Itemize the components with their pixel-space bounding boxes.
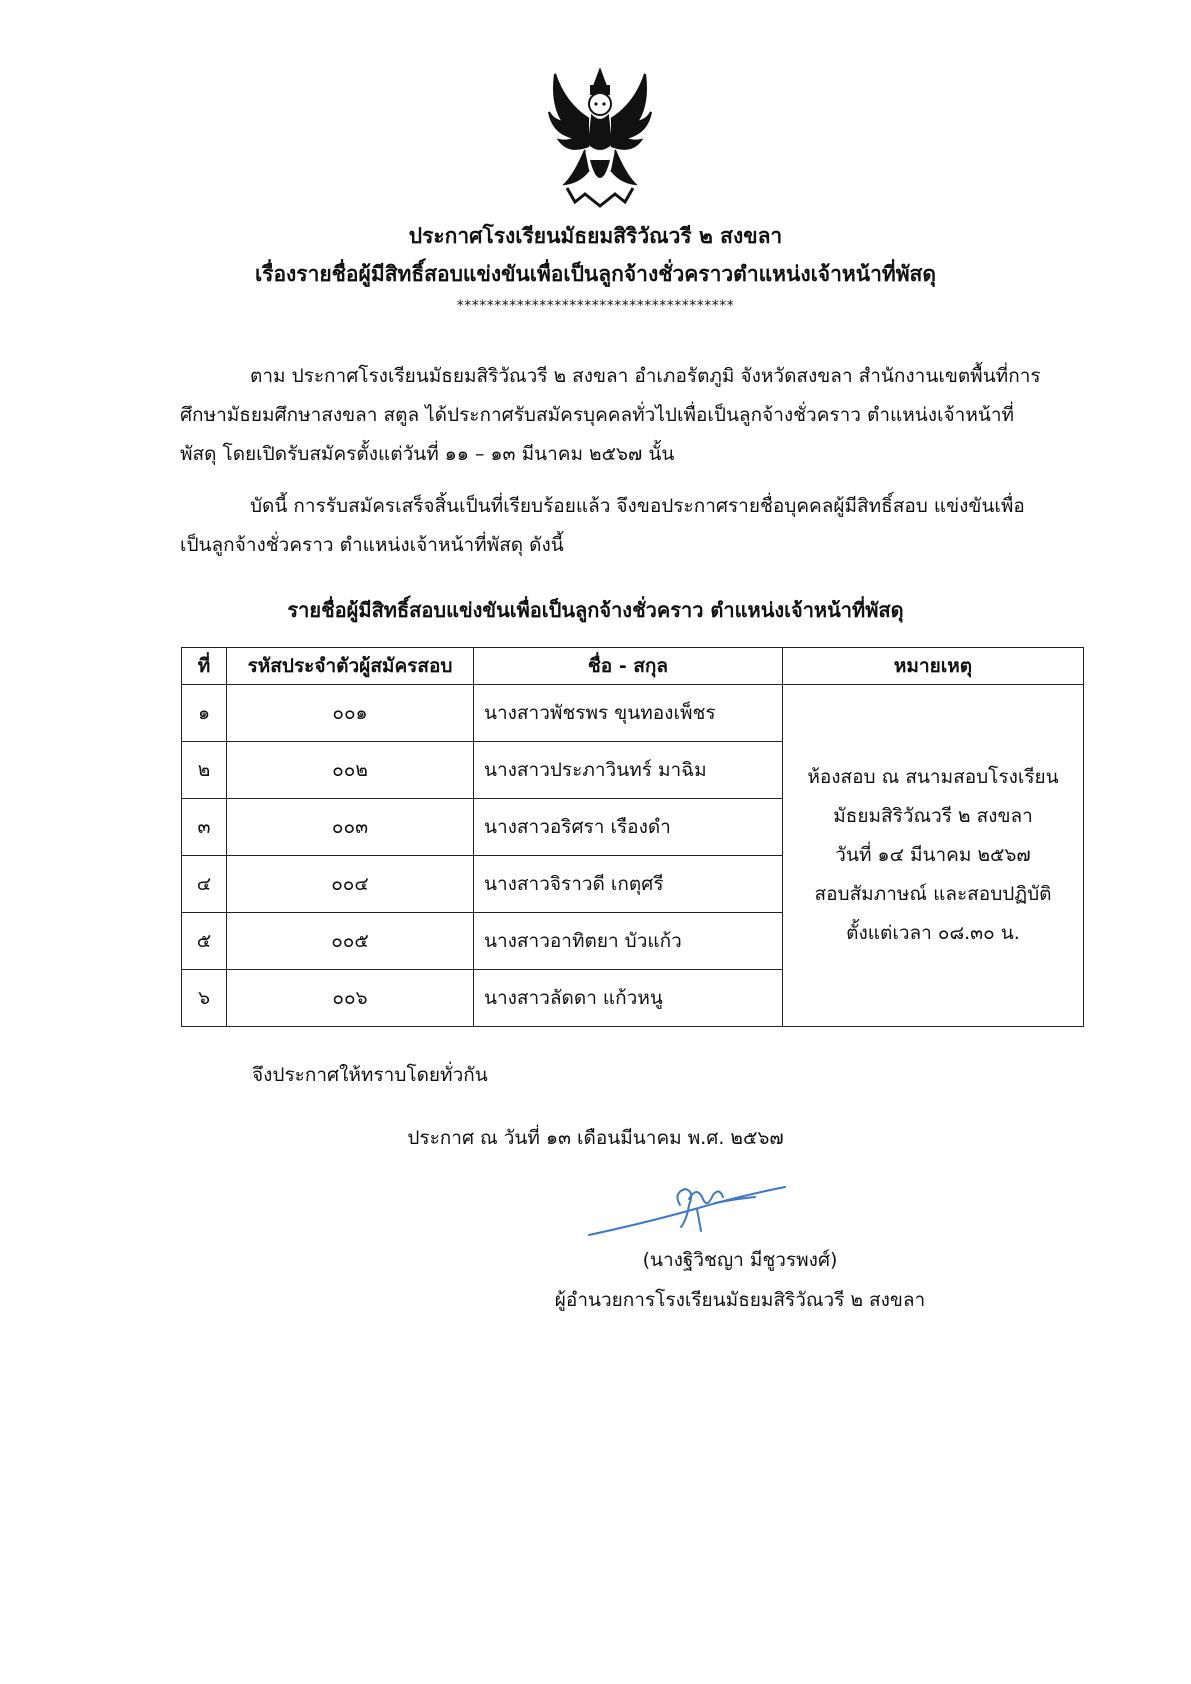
row-name: นางสาวอริศรา เรืองดำ: [474, 799, 783, 856]
signer-name: (นางฐิวิชญา มีชูวรพงศ์): [642, 1249, 838, 1271]
header-remark: หมายเหตุ: [783, 648, 1084, 685]
row-no: ๔: [182, 856, 227, 913]
row-candidate-id: ๐๐๖: [227, 970, 474, 1027]
row-name: นางสาวพัชรพร ขุนทองเพ็ชร: [474, 685, 783, 742]
remark-line: ตั้งแต่เวลา ๐๘.๓๐ น.: [846, 922, 1020, 944]
announcement-date: ประกาศ ณ วันที่ ๑๓ เดือนมีนาคม พ.ศ. ๒๕๖๗: [407, 1127, 784, 1149]
row-no: ๖: [182, 970, 227, 1027]
closing-statement: จึงประกาศให้ทราบโดยทั่วกัน: [252, 1064, 488, 1086]
header-no: ที่: [182, 648, 227, 685]
row-no: ๓: [182, 799, 227, 856]
header-name: ชื่อ - สกุล: [474, 648, 783, 685]
announcement-subject: เรื่องรายชื่อผู้มีสิทธิ์สอบแข่งขันเพื่อเป็นลูกจ้างชั่วคราวตำแหน่งเจ้าหน้าที่พัสดุ: [254, 262, 936, 286]
signature-mark: [585, 1175, 805, 1245]
separator-line: *************************************: [456, 298, 735, 314]
intro-paragraph: [180, 357, 1050, 474]
row-no: ๒: [182, 742, 227, 799]
remark-line: มัธยมสิริวัณวรี ๒ สงขลา: [833, 805, 1033, 827]
header-candidate-id: รหัสประจำตัวผู้สมัครสอบ: [227, 648, 474, 685]
status-paragraph: [180, 487, 1050, 565]
table-title: รายชื่อผู้มีสิทธิ์สอบแข่งขันเพื่อเป็นลูกจ้างชั่วคราว ตำแหน่งเจ้าหน้าที่พัสดุ: [287, 598, 904, 622]
intro-paragraph-text: ตาม ประกาศโรงเรียนมัธยมสิริวัณวรี ๒ สงขลา อำเภอรัตภูมิ จังหวัดสงขลา สำนักงานเขตพื้นที่การศึกษามัธยมศึกษาสงขลา สตูล ได้ประกาศรับสมัครบุคคลทั่วไปเพื่อเป็นลูกจ้างชั่วคราว ตำแหน่งเจ้าหน้าที่พัสดุ โดยเปิดรับสมัครตั้งแต่วันที่ ๑๑ – ๑๓ มีนาคม ๒๕๖๗ นั้น: [180, 365, 1041, 465]
row-candidate-id: ๐๐๔: [227, 856, 474, 913]
remark-cell: [783, 685, 1084, 1027]
row-candidate-id: ๐๐๕: [227, 913, 474, 970]
table-header-row: [182, 648, 1084, 685]
signer-position: ผู้อำนวยการโรงเรียนมัธยมสิริวัณวรี ๒ สงขลา: [554, 1289, 926, 1311]
remark-line: สอบสัมภาษณ์ และสอบปฏิบัติ: [814, 883, 1052, 905]
remark-line: ห้องสอบ ณ สนามสอบโรงเรียน: [807, 766, 1059, 788]
remark-line: วันที่ ๑๔ มีนาคม ๒๕๖๗: [835, 844, 1031, 866]
row-name: นางสาวอาทิตยา บัวแก้ว: [474, 913, 783, 970]
row-name: นางสาวประภาวินทร์ มาฉิม: [474, 742, 783, 799]
row-name: นางสาวลัดดา แก้วหนู: [474, 970, 783, 1027]
row-no: ๕: [182, 913, 227, 970]
candidate-table: [181, 647, 1084, 1027]
row-candidate-id: ๐๐๑: [227, 685, 474, 742]
announcement-title: ประกาศโรงเรียนมัธยมสิริวัณวรี ๒ สงขลา: [408, 224, 783, 248]
row-candidate-id: ๐๐๒: [227, 742, 474, 799]
garuda-emblem: [545, 64, 655, 214]
table-row: [182, 685, 1084, 742]
row-candidate-id: ๐๐๓: [227, 799, 474, 856]
status-paragraph-text: บัดนี้ การรับสมัครเสร็จสิ้นเป็นที่เรียบร้อยแล้ว จึงขอประกาศรายชื่อบุคคลผู้มีสิทธิ์สอบ แข่งขันเพื่อเป็นลูกจ้างชั่วคราว ตำแหน่งเจ้าหน้าที่พัสดุ ดังนี้: [180, 495, 1025, 556]
row-name: นางสาวจิราวดี เกตุศรี: [474, 856, 783, 913]
row-no: ๑: [182, 685, 227, 742]
